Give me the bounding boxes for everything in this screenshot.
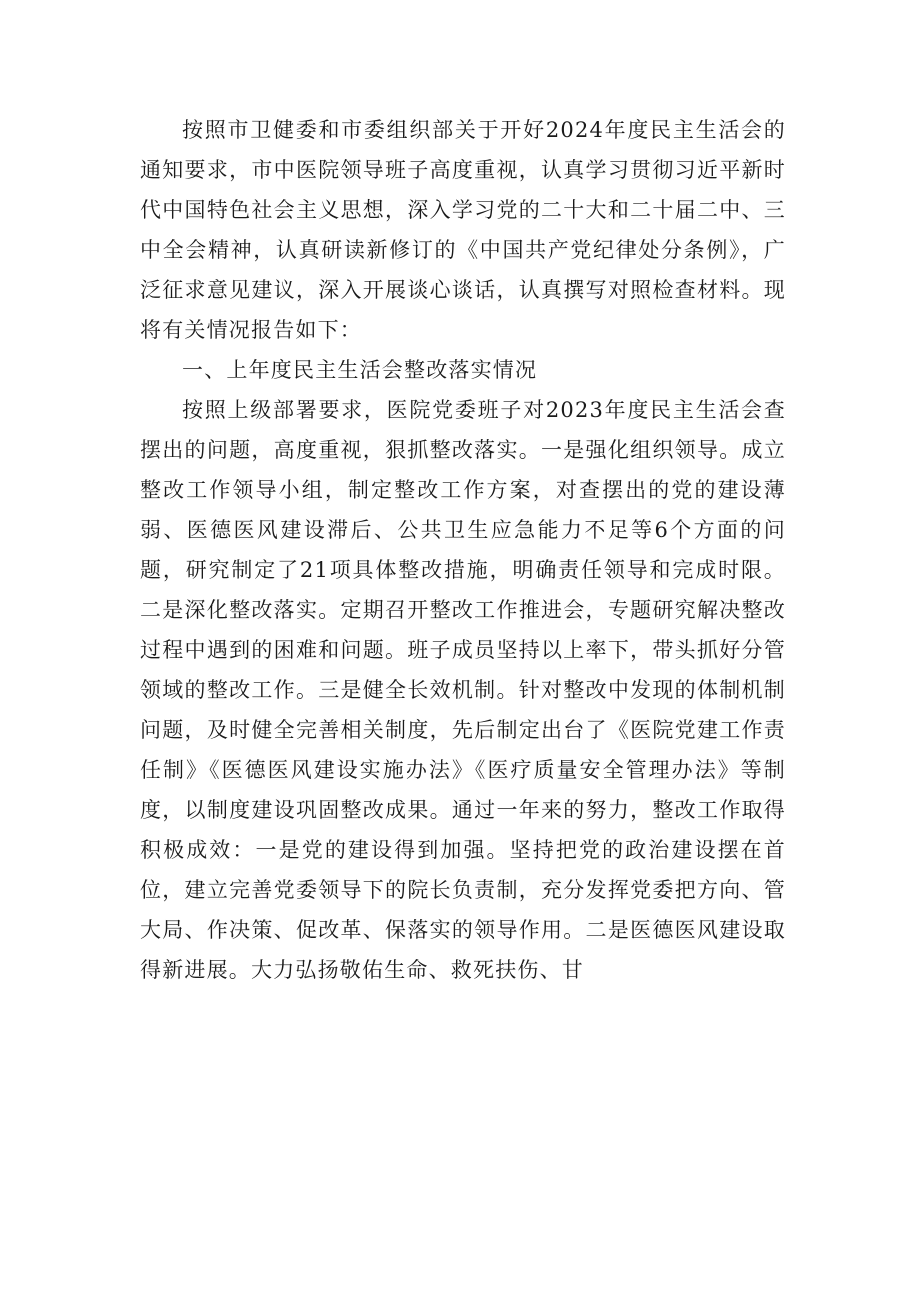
intro-paragraph: 按照市卫健委和市委组织部关于开好2024年度民主生活会的通知要求，市中医院领导班子高度重视，认真学习贯彻习近平新时代中国特色社会主义思想，深入学习党的二十大和二十届二中、三中全会精神，认真研读新修订的《中国共产党纪律处分条例》，广泛征求意见建议，深入开展谈心谈话，认真撰写对照检查材料。现将有关情况报告如下： [140,118,786,342]
rectification-paragraph: 按照上级部署要求，医院党委班子对2023年度民主生活会查摆出的问题，高度重视，狠抓整改落实。一是强化组织领导。成立整改工作领导小组，制定整改工作方案，对查摆出的党的建设薄弱、医德医风建设滞后、公共卫生应急能力不足等6个方面的问题，研究制定了21项具体整改措施，明确责任领导和完成时限。二是深化整改落实。定期召开整改工作推进会，专题研究解决整改过程中遇到的困难和问题。班子成员坚持以上率下，带头抓好分管领域的整改工作。三是健全长效机制。针对整改中发现的体制机制问题，及时健全完善相关制度，先后制定出台了《医院党建工作责任制》《医德医风建设实施办法》《医疗质量安全管理办法》等制度，以制度建设巩固整改成果。通过一年来的努力，整改工作取得积极成效：一是党的建设得到加强。坚持把党的政治建设摆在首位，建立完善党委领导下的院长负责制，充分发挥党委把方向、管大局、作决策、促改革、保落实的领导作用。二是医德医风建设取得新进展。大力弘扬敬佑生命、救死扶伤、甘 [140,398,786,982]
document-body [140,110,786,990]
section-heading: 一、上年度民主生活会整改落实情况 [182,358,538,382]
